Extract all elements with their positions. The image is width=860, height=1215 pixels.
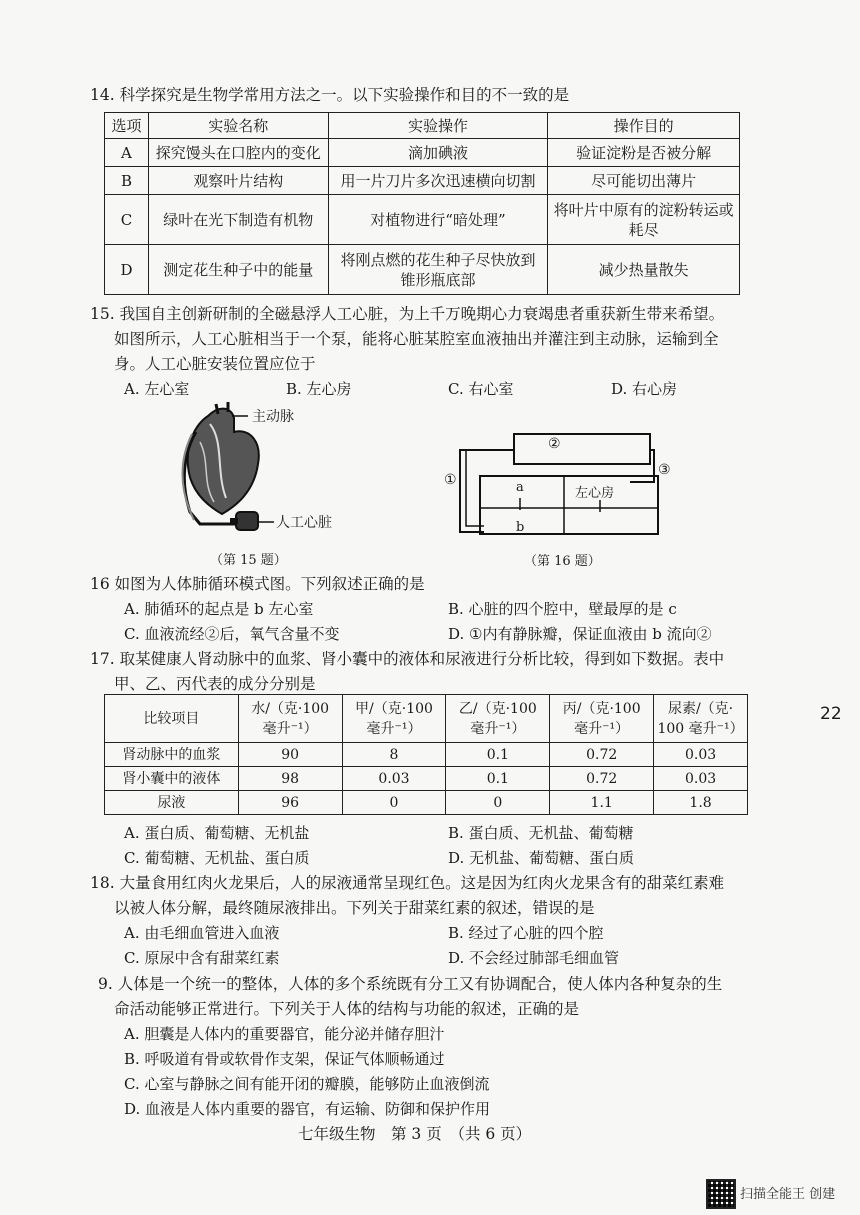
q14-row-c-goal [548,195,740,245]
q14-row-d-name: 测定花生种子中的能量 [148,245,328,295]
q17-stem-line2: 甲、乙、丙代表的成分分别是 [114,675,316,693]
q19-option-b: B. 呼吸道有骨或软骨作支架，保证气体顺畅通过 [124,1050,445,1068]
q17-r1-bing: 0.72 [550,743,654,767]
qr-code-icon [706,1179,736,1209]
q14-row-a-name: 探究馒头在口腔内的变化 [148,139,328,167]
q17-option-c: C. 葡萄糖、无机盐、蛋白质 [124,849,310,867]
q17-header-urea-l1: 尿素/（克· [667,700,734,717]
q14-row-a-goal: 验证淀粉是否被分解 [548,139,740,167]
label-circle-3: ③ [658,462,671,478]
q18-option-a: A. 由毛细血管进入血液 [124,924,280,942]
q17-r1-water: 90 [238,743,342,767]
q14-row-b-opt: B [105,167,149,195]
figure-15-caption: （第 15 题） [210,553,287,568]
q17-header-yi [446,695,550,743]
q19-option-a: A. 胆囊是人体内的重要器官，能分泌并储存胆汁 [124,1025,445,1043]
q14-row-b-goal: 尽可能切出薄片 [548,167,740,195]
q18-option-c: C. 原尿中含有甜菜红素 [124,949,280,967]
q16-option-a: A. 肺循环的起点是 b 左心室 [124,600,314,618]
q18-stem-line2: 以被人体分解，最终随尿液排出。下列关于甜菜红素的叙述，错误的是 [114,899,595,917]
q17-header-jia [342,695,446,743]
q17-header-yi-l2: 毫升⁻¹） [470,720,526,737]
q18-option-b: B. 经过了心脏的四个腔 [448,924,604,942]
q17-header-bing-l2: 毫升⁻¹） [574,720,630,737]
label-artificial-heart: 人工心脏 [276,515,332,531]
q18-option-d: D. 不会经过肺部毛细血管 [448,949,620,967]
q14-row-c-goal-line1: 将叶片中原有的淀粉转运或 [553,200,734,219]
q14-table [104,112,740,295]
q15-option-a: A. 左心室 [124,380,190,398]
q14-row-c-opt: C [105,195,149,245]
q17-r3-urea: 1.8 [654,791,748,815]
q14-header-purpose: 操作目的 [548,113,740,139]
q16-option-b: B. 心脏的四个腔中，壁最厚的是 c [448,600,677,618]
q17-header-water-l2: 毫升⁻¹） [262,720,318,737]
q17-header-urea [654,695,748,743]
q17-r2-label: 肾小囊中的液体 [105,767,239,791]
q17-r2-water: 98 [238,767,342,791]
q19-stem-line1: 9. 人体是一个统一的整体，人体的多个系统既有分工又有协调配合，使人体内各种复杂的生 [98,975,723,993]
q17-r3-bing: 1.1 [550,791,654,815]
q17-header-water-l1: 水/（克·100 [251,700,330,717]
label-left-atrium: 左心房 [575,486,615,501]
q17-header-bing-l1: 丙/（克·100 [562,700,641,717]
q17-r1-label: 肾动脉中的血浆 [105,743,239,767]
q17-stem-line1: 17. 取某健康人肾动脉中的血浆、肾小囊中的液体和尿液进行分析比较，得到如下数据。表中 [90,650,725,668]
q17-table [104,694,748,815]
q17-header-urea-l2: 100 毫升⁻¹） [657,720,744,737]
q14-row-a-op: 滴加碘液 [328,139,548,167]
q14-stem: 14. 科学探究是生物学常用方法之一。以下实验操作和目的不一致的是 [90,86,570,104]
q14-row-d-opt: D [105,245,149,295]
q17-r3-label: 尿液 [105,791,239,815]
q14-header-operation: 实验操作 [328,113,548,139]
margin-number: 22 [820,704,842,724]
label-chamber-b: b [516,520,525,535]
q19-option-d: D. 血液是人体内重要的器官，有运输、防御和保护作用 [124,1100,491,1118]
q17-r1-urea: 0.03 [654,743,748,767]
q14-row-d-op [328,245,548,295]
q15-option-b: B. 左心房 [286,380,352,398]
q17-r3-jia: 0 [342,791,446,815]
q14-header-name: 实验名称 [148,113,328,139]
q17-r3-yi: 0 [446,791,550,815]
label-aorta: 主动脉 [252,409,294,425]
q14-row-b-op: 用一片刀片多次迅速横向切割 [328,167,548,195]
q14-row-a-opt: A [105,139,149,167]
q17-header-yi-l1: 乙/（克·100 [458,700,537,717]
q14-row-c-name: 绿叶在光下制造有机物 [148,195,328,245]
q14-row-d-goal: 减少热量散失 [548,245,740,295]
q17-header-jia-l2: 毫升⁻¹） [366,720,422,737]
q14-row-c-op: 对植物进行“暗处理” [328,195,548,245]
q15-option-d: D. 右心房 [611,380,678,398]
q15-stem-line1: 15. 我国自主创新研制的全磁悬浮人工心脏，为上千万晚期心力衰竭患者重获新生带来希望。 [90,305,725,323]
q17-r1-jia: 8 [342,743,446,767]
q17-r2-jia: 0.03 [342,767,446,791]
q17-option-d: D. 无机盐、葡萄糖、蛋白质 [448,849,635,867]
q14-row-d-op-line2: 锥形瓶底部 [400,270,476,289]
q15-option-c: C. 右心室 [448,380,514,398]
q17-header-bing [550,695,654,743]
q17-r2-yi: 0.1 [446,767,550,791]
q14-row-b-name: 观察叶片结构 [148,167,328,195]
q17-r1-yi: 0.1 [446,743,550,767]
q14-row-c-goal-line2: 耗尽 [628,220,659,239]
q17-header-jia-l1: 甲/（克·100 [355,700,433,717]
q15-stem-line3: 身。人工心脏安装位置应位于 [114,355,316,373]
figure-16-caption: （第 16 题） [524,554,601,569]
q17-header-water [238,695,342,743]
label-circle-1: ① [444,472,457,488]
q16-option-d: D. ①内有静脉瓣，保证血液由 b 流向② [448,625,712,643]
q15-stem-line2: 如图所示，人工心脏相当于一个泵，能将心脏某腔室血液抽出并灌注到主动脉，运输到全 [114,330,719,348]
q17-option-a: A. 蛋白质、葡萄糖、无机盐 [124,824,310,842]
page-footer: 七年级生物 第 3 页 （共 6 页） [298,1125,532,1143]
q19-stem-line2: 命活动能够正常进行。下列关于人体的结构与功能的叙述，正确的是 [114,1000,580,1018]
q17-header-item: 比较项目 [105,695,239,743]
q17-r3-water: 96 [238,791,342,815]
label-circle-2: ② [548,436,561,452]
scanner-watermark: 扫描全能王 创建 [740,1187,836,1202]
q19-option-c: C. 心室与静脉之间有能开闭的瓣膜，能够防止血液倒流 [124,1075,490,1093]
q14-header-option: 选项 [105,113,149,139]
q17-r2-urea: 0.03 [654,767,748,791]
label-chamber-a: a [516,480,524,495]
q17-r2-bing: 0.72 [550,767,654,791]
q16-stem: 16 如图为人体肺循环模式图。下列叙述正确的是 [90,575,425,593]
q17-option-b: B. 蛋白质、无机盐、葡萄糖 [448,824,634,842]
q16-option-c: C. 血液流经②后，氧气含量不变 [124,625,340,643]
q18-stem-line1: 18. 大量食用红肉火龙果后，人的尿液通常呈现红色。这是因为红肉火龙果含有的甜菜红素难 [90,874,725,892]
q14-row-d-op-line1: 将刚点燃的花生种子尽快放到 [340,250,536,269]
